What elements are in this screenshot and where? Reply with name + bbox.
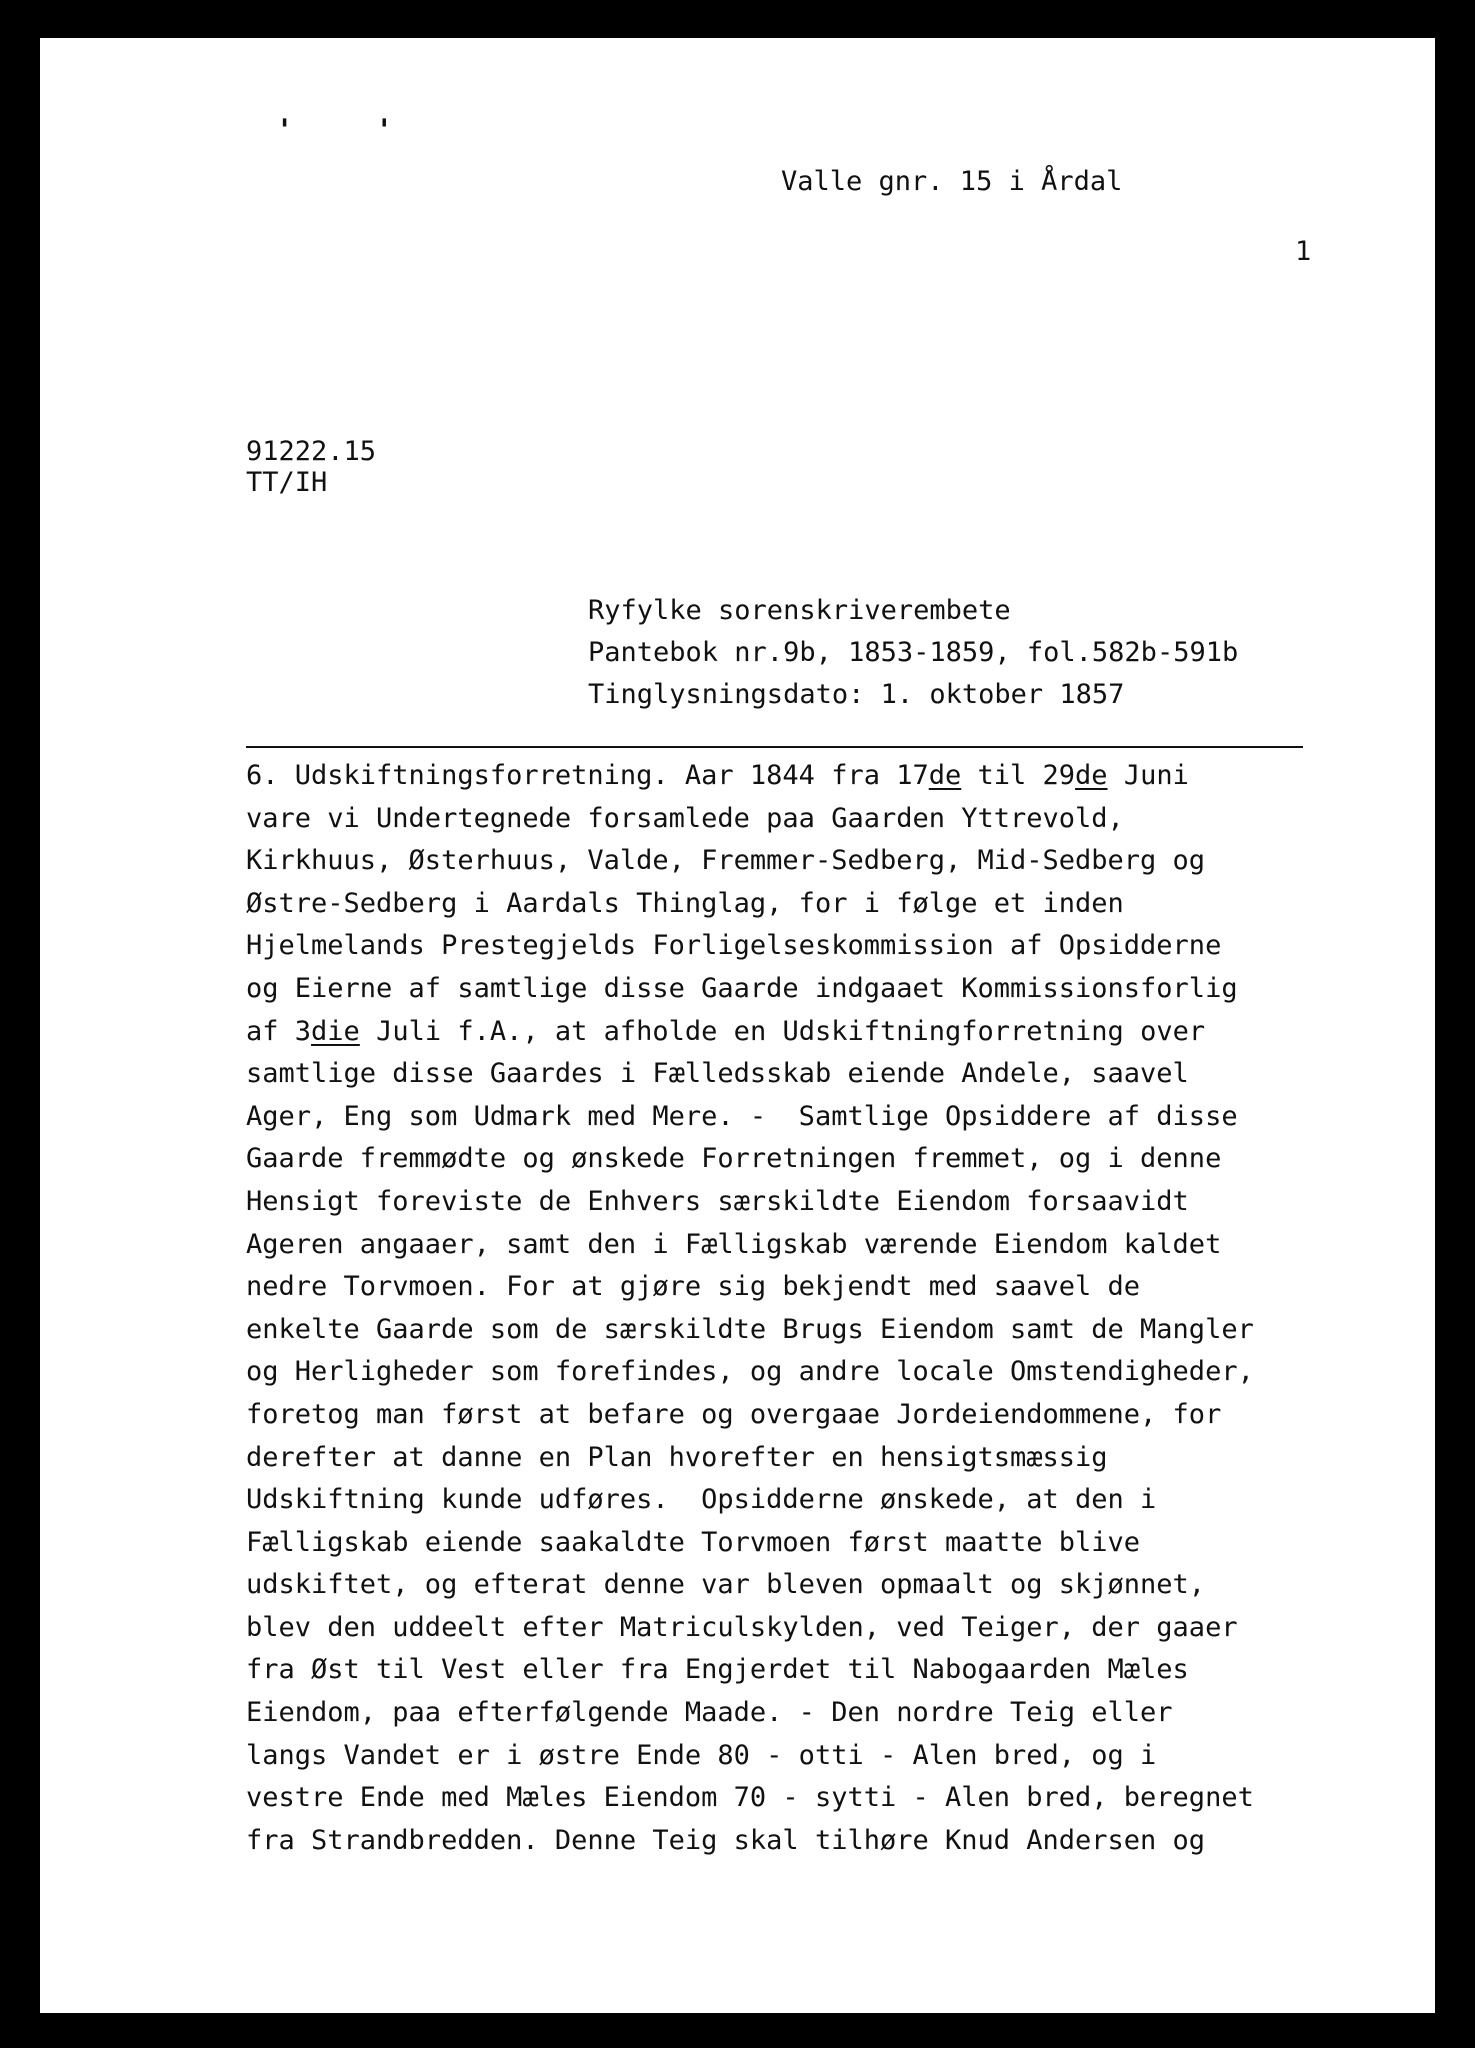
underlined-text: de <box>1075 760 1108 791</box>
case-number: 91222.15 <box>246 436 377 467</box>
body-text-segment: Fælligskab eiende saakaldte Torvmoen først maatte blive <box>246 1526 1141 1558</box>
body-line <box>246 1394 1326 1437</box>
document-page <box>40 38 1435 2013</box>
document-title: Valle gnr. 15 i Årdal <box>781 166 1123 197</box>
separator-rule <box>246 746 1303 748</box>
body-text-segment: enkelte Gaarde som de særskildte Brugs Eiendom samt de Mangler <box>246 1313 1254 1345</box>
body-line <box>246 1181 1326 1224</box>
body-text-segment: fra Øst til Vest eller fra Engjerdet til Nabogaarden Mæles <box>246 1654 1189 1686</box>
body-line <box>246 1224 1326 1267</box>
page-number: 1 <box>1295 236 1312 267</box>
body-text-segment: 6. Udskiftningsforretning. Aar 1844 fra 17 <box>246 760 929 791</box>
body-line <box>246 840 1326 883</box>
registration-date: Tinglysningsdato: 1. oktober 1857 <box>588 679 1125 710</box>
punch-marks: ' ' <box>280 113 429 148</box>
body-line <box>246 1053 1326 1096</box>
body-line <box>246 1096 1326 1139</box>
body-line <box>246 798 1326 841</box>
body-text-segment: Ager, Eng som Udmark med Mere. - Samtlige Opsiddere af disse <box>246 1100 1238 1132</box>
initials: TT/IH <box>246 467 328 498</box>
body-text-segment: Ageren angaaer, samt den i Fælligskab værende Eiendom kaldet <box>246 1228 1222 1260</box>
body-line <box>246 1138 1326 1181</box>
body-text-segment: og Eierne af samtlige disse Gaarde indgaaet Kommissionsforlig <box>246 972 1238 1004</box>
body-text-segment: af 3 <box>246 1015 312 1047</box>
body-text-segment: derefter at danne en Plan hvorefter en hensigtsmæssig <box>246 1441 1108 1473</box>
source-block <box>588 590 1238 716</box>
body-text-segment: udskiftet, og efterat denne var bleven opmaalt og skjønnet, <box>246 1569 1206 1601</box>
body-text-segment: Østre-Sedberg i Aardals Thinglag, for i følge et inden <box>246 887 1124 919</box>
underlined-text: de <box>928 760 962 791</box>
body-line <box>246 1692 1326 1735</box>
body-text-segment: vestre Ende med Mæles Eiendom 70 - sytti - Alen bred, beregnet <box>246 1782 1254 1814</box>
body-text-segment: nedre Torvmoen. For at gjøre sig bekjendt med saavel de <box>246 1271 1141 1303</box>
body-text-segment: samtlige disse Gaardes i Fælledsskab eiende Andele, saavel <box>246 1058 1189 1090</box>
body-line <box>246 1011 1326 1054</box>
body-line <box>246 1607 1326 1650</box>
body-line <box>246 1479 1326 1522</box>
body-line <box>246 1820 1326 1863</box>
body-text-segment: Juni <box>1107 760 1189 791</box>
body-text-segment: langs Vandet er i østre Ende 80 - otti - Alen bred, og i <box>246 1739 1157 1771</box>
reference-block <box>246 436 376 498</box>
body-text-segment: Gaarde fremmødte og ønskede Forretningen fremmet, og i denne <box>246 1143 1222 1175</box>
body-line <box>246 1777 1326 1820</box>
body-text-segment: og Herligheder som forefindes, og andre locale Omstendigheder, <box>246 1356 1254 1388</box>
body-text-segment: blev den uddeelt efter Matriculskylden, ved Teiger, der gaaer <box>246 1611 1238 1643</box>
body-line <box>246 925 1326 968</box>
body-text-segment: Juli f.A., at afholde en Udskiftningforretning over <box>359 1015 1206 1047</box>
body-line <box>246 755 1326 798</box>
transcription-body <box>246 755 1326 1862</box>
body-text-segment: foretog man først at befare og overgaae Jordeiendommene, for <box>246 1398 1222 1430</box>
body-text-segment: Kirkhuus, Østerhuus, Valde, Fremmer-Sedberg, Mid-Sedberg og <box>246 845 1206 877</box>
body-text-segment: Hjelmelands Prestegjelds Forligelseskommission af Opsidderne <box>246 930 1222 962</box>
body-line <box>246 1309 1326 1352</box>
source-office: Ryfylke sorenskriverembete <box>588 595 1011 626</box>
body-line <box>246 1351 1326 1394</box>
underlined-text: die <box>311 1015 360 1047</box>
body-text-segment: til 29 <box>961 760 1076 791</box>
body-line <box>246 1564 1326 1607</box>
body-text-segment: Hensigt foreviste de Enhvers særskildte Eiendom forsaavidt <box>246 1185 1189 1217</box>
body-line <box>246 1522 1326 1565</box>
source-book: Pantebok nr.9b, 1853-1859, fol.582b-591b <box>588 637 1239 668</box>
body-text-segment: vare vi Undertegnede forsamlede paa Gaarden Yttrevold, <box>246 802 1124 834</box>
body-line <box>246 968 1326 1011</box>
body-text-segment: fra Strandbredden. Denne Teig skal tilhøre Knud Andersen og <box>246 1824 1206 1856</box>
body-text-segment: Udskiftning kunde udføres. Opsidderne ønskede, at den i <box>246 1484 1157 1516</box>
body-line <box>246 1266 1326 1309</box>
body-line <box>246 883 1326 926</box>
body-line <box>246 1437 1326 1480</box>
body-line <box>246 1649 1326 1692</box>
body-text-segment: Eiendom, paa efterfølgende Maade. - Den nordre Teig eller <box>246 1697 1173 1729</box>
body-line <box>246 1735 1326 1778</box>
